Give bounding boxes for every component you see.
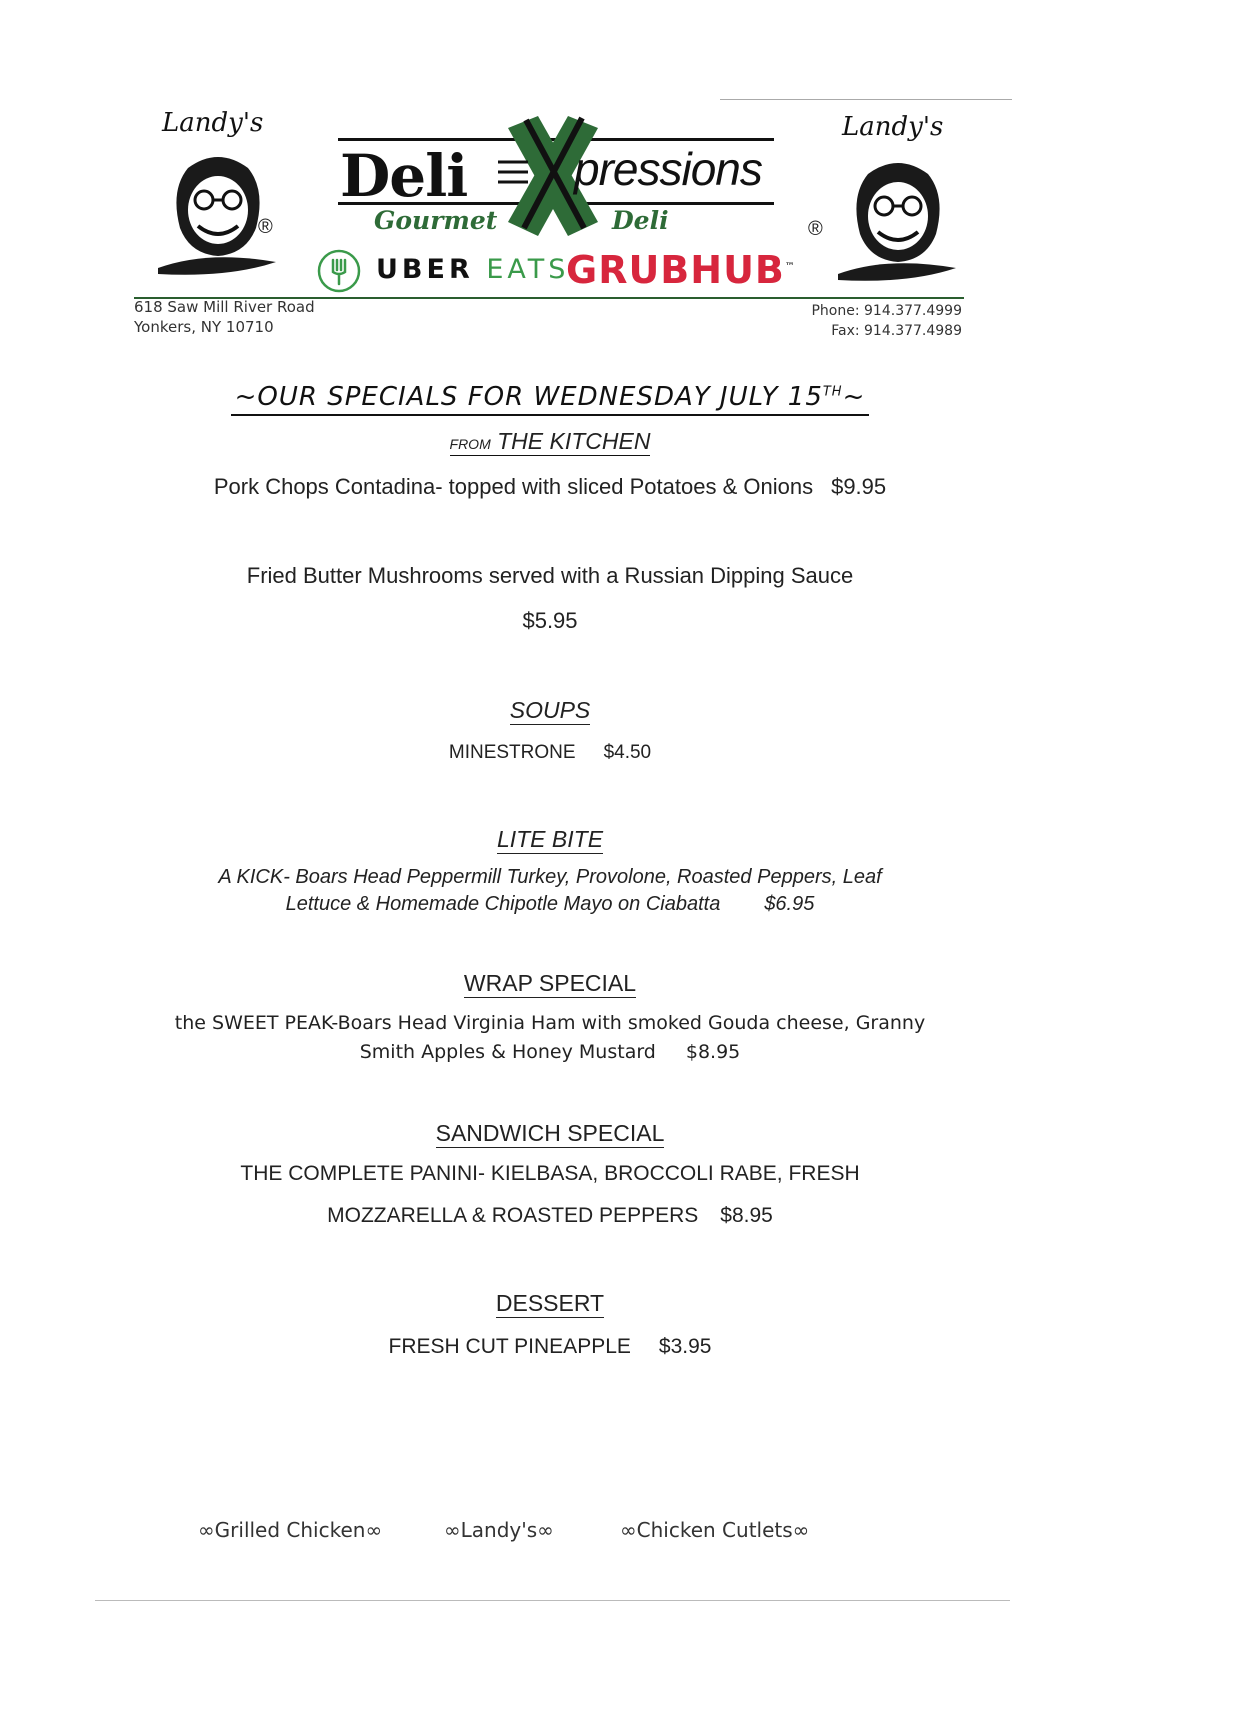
lite-bite-heading — [0, 826, 1100, 854]
lite-bite-line-2 — [0, 893, 1100, 916]
kitchen-item-2-price: $5.95 — [522, 608, 578, 633]
soup-item — [0, 742, 1100, 764]
eats-text: EATS — [486, 254, 570, 285]
sandwich-price: $8.95 — [720, 1204, 773, 1227]
sandwich-heading-text: SANDWICH SPECIAL — [435, 1120, 665, 1146]
lite-bite-price: $6.95 — [764, 893, 815, 915]
wrap-line-1: the SWEET PEAK-Boars Head Virginia Ham with smoked Gouda cheese, Granny — [174, 1012, 926, 1034]
footer-item-landys: ∞Landy's∞ — [444, 1518, 554, 1542]
mascot-logo-right — [808, 112, 970, 282]
deli-xpressions-logo — [338, 112, 774, 252]
logo-deli-text: Deli — [340, 142, 468, 210]
mascot-script-left: Landy's — [162, 108, 264, 138]
mascot-face-icon — [158, 150, 278, 280]
title-text: ~OUR SPECIALS FOR WEDNESDAY JULY 15 — [234, 382, 823, 412]
soup-item-text: MINESTRONE — [448, 742, 576, 763]
sandwich-heading — [0, 1120, 1100, 1148]
utensil-circle-icon — [316, 248, 362, 294]
dessert-heading — [0, 1290, 1100, 1318]
footer-item-grilled-chicken: ∞Grilled Chicken∞ — [198, 1518, 383, 1542]
logo-gourmet-text: Gourmet — [374, 206, 498, 235]
bottom-rule — [95, 1600, 1010, 1601]
page-title — [0, 382, 1100, 416]
dessert-item — [0, 1335, 1100, 1359]
trademark-mark: ™ — [784, 261, 796, 273]
fax-number: Fax: 914.377.4989 — [831, 323, 962, 339]
mascot-logo-left — [140, 108, 290, 278]
kitchen-item-2: Fried Butter Mushrooms served with a Russian Dipping Sauce — [246, 563, 854, 588]
address-line-1: 618 Saw Mill River Road — [134, 298, 315, 316]
wrap-line-2-text: Smith Apples & Honey Mustard — [359, 1041, 656, 1063]
wrap-price: $8.95 — [685, 1041, 741, 1063]
logo-deli-small-text: Deli — [612, 206, 669, 235]
soups-heading — [0, 697, 1100, 725]
kitchen-item-1 — [0, 474, 1100, 500]
kitchen-item-1-price: $9.95 — [831, 474, 887, 499]
grubhub-logo — [566, 248, 796, 292]
sandwich-line-1: THE COMPLETE PANINI- KIELBASA, BROCCOLI RABE, FRESH — [240, 1162, 860, 1185]
lite-bite-heading-text: LITE BITE — [496, 826, 604, 852]
soups-heading-text: SOUPS — [509, 697, 591, 723]
lite-bite-line-1: A KICK- Boars Head Peppermill Turkey, Provolone, Roasted Peppers, Leaf — [218, 866, 882, 888]
address-line-2: Yonkers, NY 10710 — [134, 318, 274, 336]
registered-mark-left: ® — [258, 216, 273, 238]
wrap-line-2 — [0, 1041, 1100, 1063]
kitchen-heading-text: THE KITCHEN — [497, 428, 651, 454]
title-superscript: TH — [822, 384, 843, 400]
uber-eats-logo — [376, 254, 569, 285]
grubhub-text: GRUBHUB — [566, 248, 785, 292]
logo-xpressions-text: pressions — [574, 143, 762, 195]
phone-number: Phone: 914.377.4999 — [811, 303, 962, 319]
wrap-heading — [0, 970, 1100, 998]
wrap-heading-text: WRAP SPECIAL — [463, 970, 637, 996]
soup-item-price: $4.50 — [603, 742, 652, 763]
footer-item-chicken-cutlets: ∞Chicken Cutlets∞ — [620, 1518, 810, 1542]
kitchen-heading — [0, 428, 1100, 456]
kitchen-item-1-text: Pork Chops Contadina- topped with sliced Potatoes & Onions — [213, 474, 814, 499]
top-rule — [720, 99, 1012, 100]
sandwich-line-2 — [0, 1204, 1100, 1228]
mascot-script-right: Landy's — [842, 112, 944, 142]
uber-text: UBER — [376, 254, 474, 285]
mascot-face-icon — [838, 156, 958, 286]
title-end: ~ — [842, 382, 866, 412]
dessert-price: $3.95 — [658, 1335, 712, 1358]
lite-bite-line-2-text: Lettuce & Homemade Chipotle Mayo on Ciabatta — [285, 893, 721, 915]
from-label: FROM — [449, 436, 491, 452]
dessert-heading-text: DESSERT — [495, 1290, 605, 1316]
dessert-item-text: FRESH CUT PINEAPPLE — [388, 1335, 631, 1358]
registered-mark-right: ® — [808, 218, 823, 240]
sandwich-line-2-text: MOZZARELLA & ROASTED PEPPERS — [327, 1204, 699, 1227]
